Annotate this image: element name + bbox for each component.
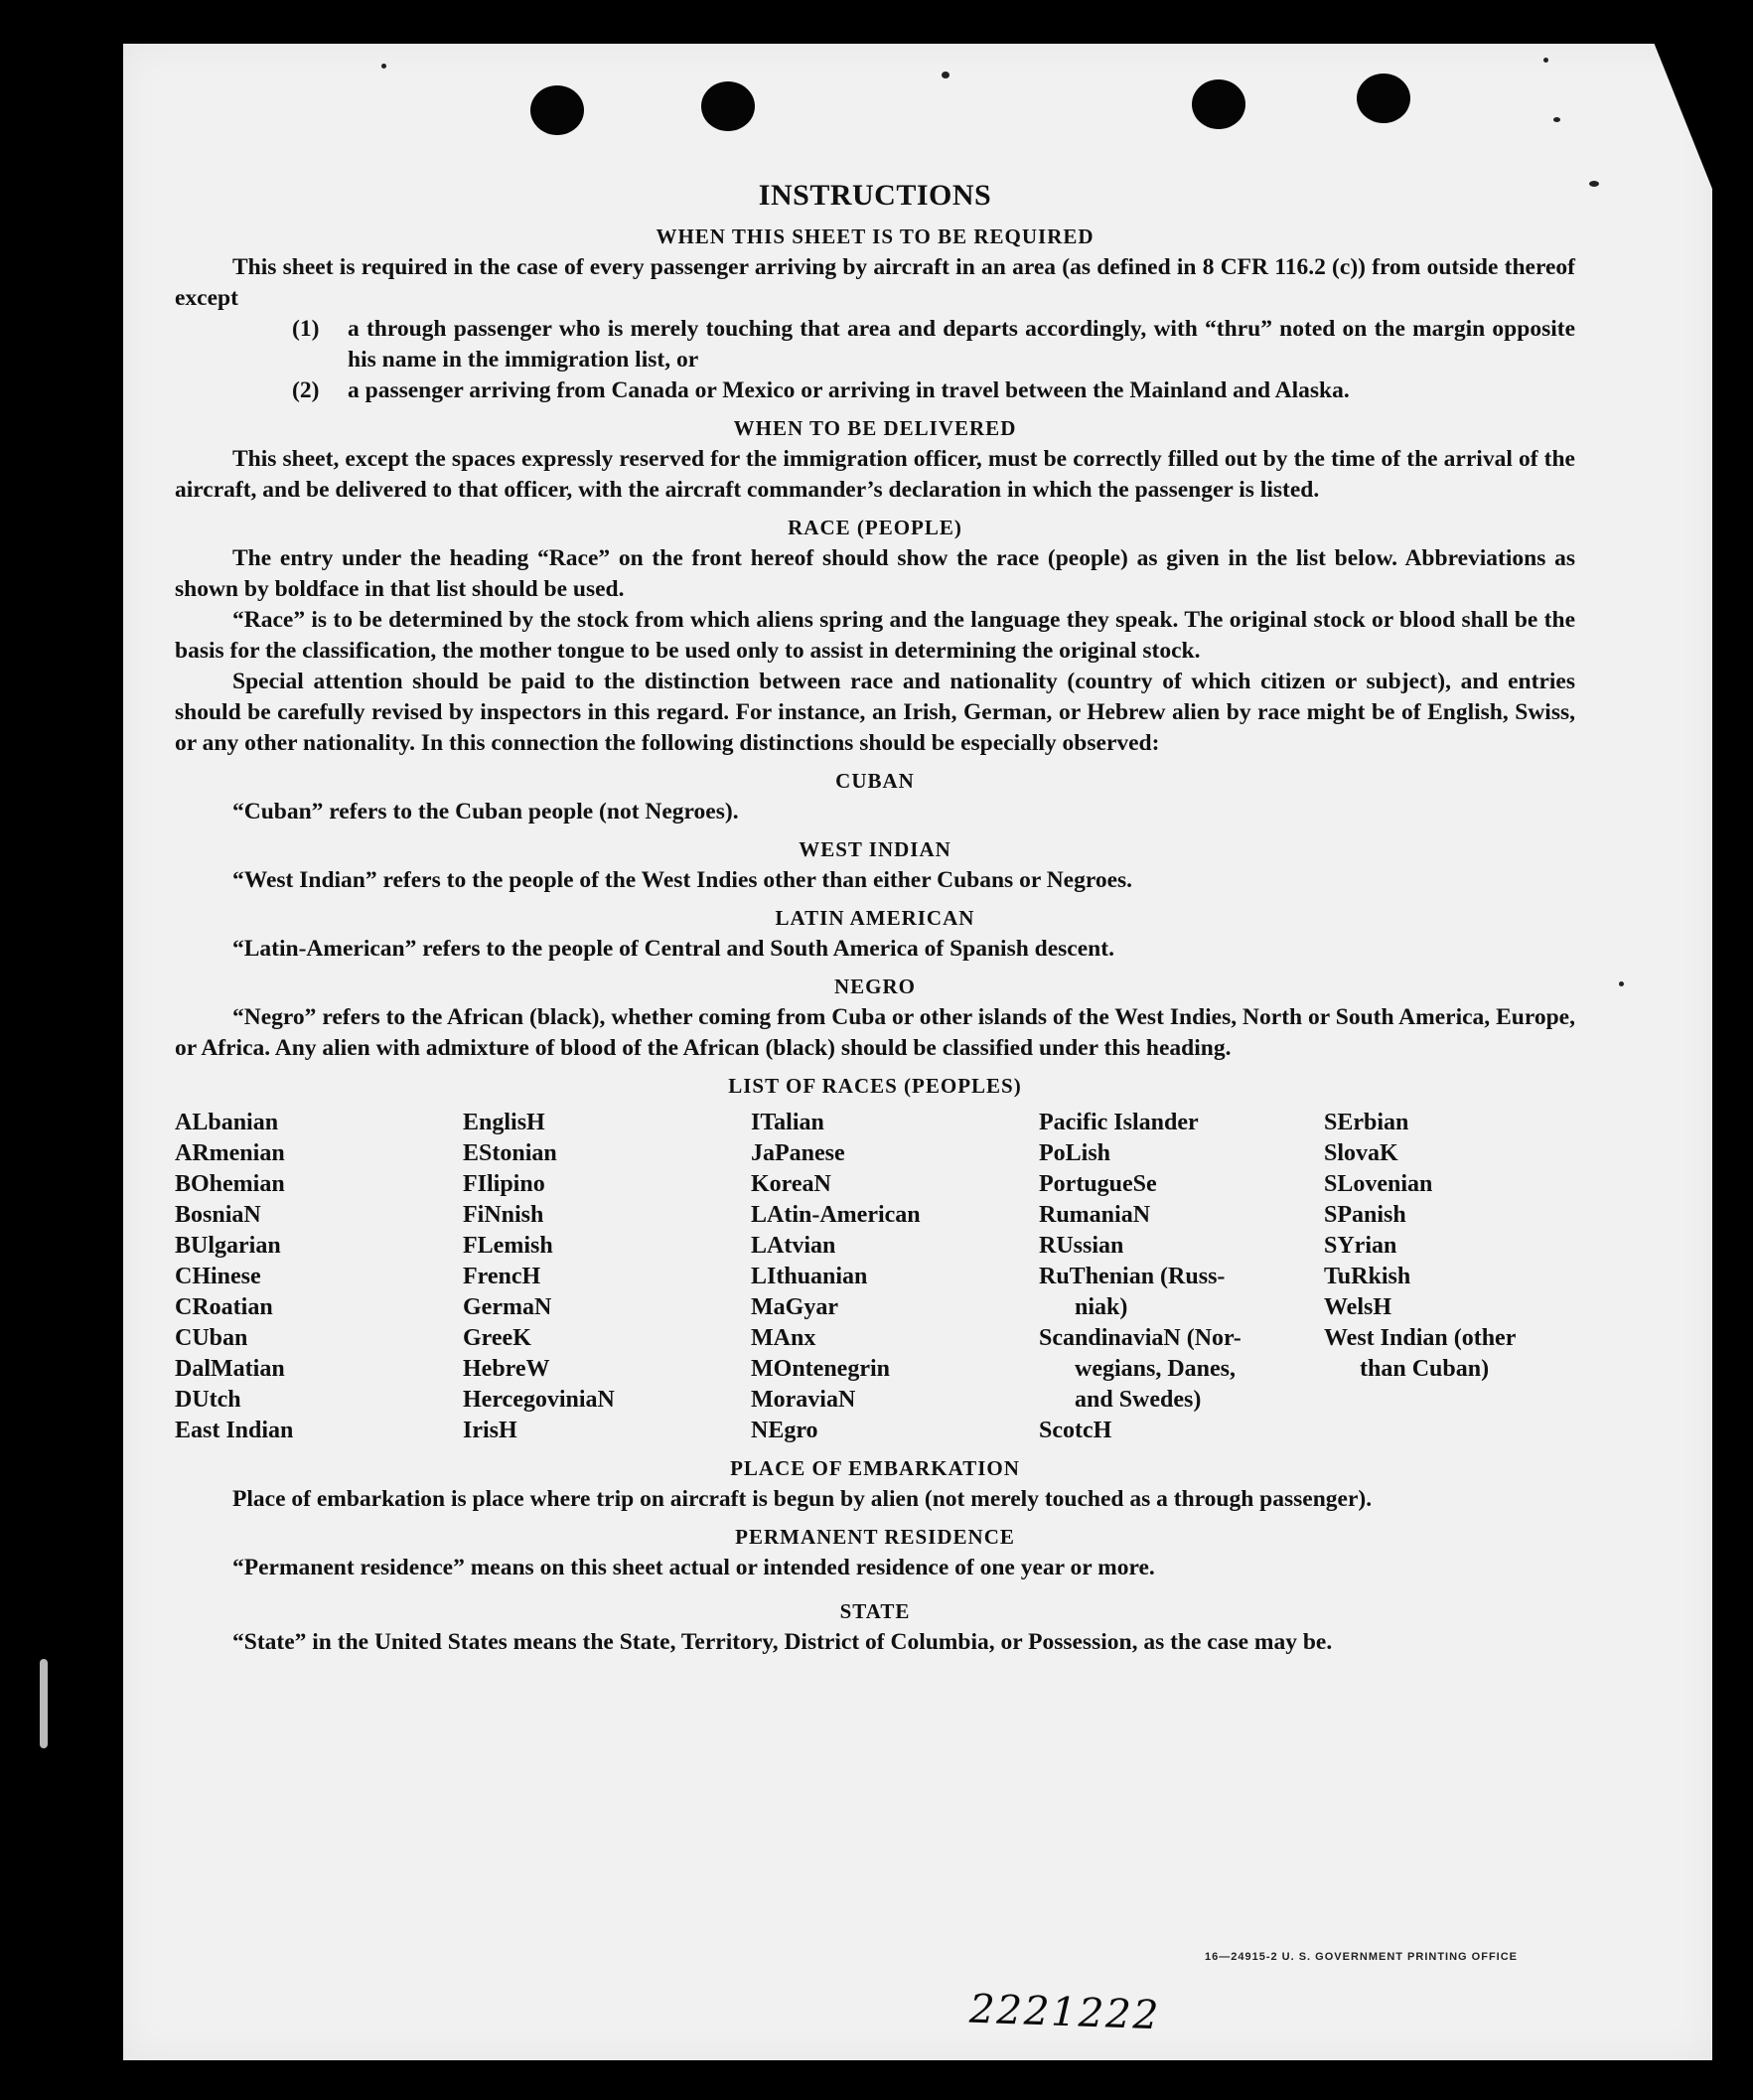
section-heading: PERMANENT RESIDENCE: [735, 1525, 1015, 1549]
edge-mark: [40, 1659, 48, 1748]
section-heading: WEST INDIAN: [799, 837, 951, 861]
item-text: a through passenger who is merely touching that area and departs accordingly, with “thru” noted on the margin opposite his name in the immigration list, or: [348, 316, 1575, 373]
paragraph: “Permanent residence” means on this sheet actual or intended residence of one year or more.: [232, 1555, 1155, 1580]
paragraph: Special attention should be paid to the distinction between race and nationality (country of which citizen or subject), and entries should be carefully revised by inspectors in this regard. For instance, an Irish, German, or Hebrew alien by race might be of English, Swiss, or any other nationality. In this connection the following distinctions should be especially observed:: [175, 669, 1575, 756]
race-entry: HebreW: [463, 1356, 550, 1382]
races-column-2: [463, 1108, 751, 1446]
race-entry: GreeK: [463, 1325, 531, 1351]
race-entry: LAtin-American: [751, 1202, 921, 1228]
paragraph: “Latin-American” refers to the people of Central and South America of Spanish descent.: [232, 936, 1114, 962]
race-entry: and Swedes): [1075, 1387, 1202, 1413]
races-column-3: [751, 1108, 1039, 1446]
races-column-4: [1039, 1108, 1324, 1446]
race-entry: FIlipino: [463, 1171, 545, 1197]
speck: [1619, 981, 1624, 986]
race-entry: FiNnish: [463, 1202, 544, 1228]
race-entry: wegians, Danes,: [1075, 1356, 1237, 1382]
race-entry: niak): [1075, 1294, 1128, 1320]
list-item: [175, 314, 1575, 375]
handwritten-number: 2221222: [968, 1986, 1161, 2039]
race-entry: NEgro: [751, 1418, 818, 1443]
race-entry: ScandinaviaN (Nor-: [1039, 1325, 1242, 1351]
race-entry: WelsH: [1324, 1294, 1392, 1320]
paragraph: Place of embarkation is place where trip on aircraft is begun by alien (not merely touched as a through passenger).: [232, 1486, 1373, 1512]
punch-hole: [530, 85, 584, 135]
race-entry: RumaniaN: [1039, 1202, 1151, 1228]
race-entry: DalMatian: [175, 1356, 285, 1382]
page-title: INSTRUCTIONS: [758, 179, 992, 212]
race-entry: SErbian: [1324, 1110, 1409, 1135]
paragraph: The entry under the heading “Race” on the front hereof should show the race (people) as given in the list below. Abbreviations as shown by boldface in that list should be used.: [175, 545, 1575, 602]
section-heading: WHEN THIS SHEET IS TO BE REQUIRED: [656, 225, 1095, 248]
race-entry: Pacific Islander: [1039, 1110, 1199, 1135]
race-entry: CHinese: [175, 1264, 261, 1289]
race-entry: BosniaN: [175, 1202, 261, 1228]
race-entry: MoraviaN: [751, 1387, 856, 1413]
race-entry: DUtch: [175, 1387, 241, 1413]
instructions-body: [175, 177, 1575, 1658]
race-entry: ITalian: [751, 1110, 824, 1135]
section-heading: LIST OF RACES (PEOPLES): [728, 1074, 1022, 1098]
section-heading: WHEN TO BE DELIVERED: [733, 416, 1017, 440]
race-entry: SPanish: [1324, 1202, 1406, 1228]
races-column-5: [1324, 1108, 1572, 1446]
punch-hole: [1357, 74, 1410, 123]
item-text: a passenger arriving from Canada or Mexico or arriving in travel between the Mainland and Alaska.: [348, 377, 1350, 403]
race-entry: TuRkish: [1324, 1264, 1411, 1289]
paragraph: “West Indian” refers to the people of the West Indies other than either Cubans or Negroes.: [232, 867, 1133, 893]
race-entry: KoreaN: [751, 1171, 831, 1197]
race-entry: SlovaK: [1324, 1140, 1398, 1166]
race-entry: HercegoviniaN: [463, 1387, 615, 1413]
race-entry: FrencH: [463, 1264, 541, 1289]
speck: [1589, 181, 1599, 187]
race-entry: CUban: [175, 1325, 248, 1351]
race-entry: EStonian: [463, 1140, 557, 1166]
section-heading: RACE (PEOPLE): [788, 516, 962, 539]
race-entry: BUlgarian: [175, 1233, 281, 1259]
torn-corner: [1653, 40, 1712, 189]
race-entry: CRoatian: [175, 1294, 273, 1320]
paragraph: “Cuban” refers to the Cuban people (not Negroes).: [232, 799, 739, 825]
race-entry: MOntenegrin: [751, 1356, 890, 1382]
speck: [1553, 117, 1560, 122]
race-entry: LAtvian: [751, 1233, 836, 1259]
race-entry: GermaN: [463, 1294, 552, 1320]
race-entry: ARmenian: [175, 1140, 285, 1166]
section-heading: NEGRO: [833, 975, 916, 998]
race-entry: PoLish: [1039, 1140, 1111, 1166]
race-entry: SYrian: [1324, 1233, 1397, 1259]
race-entry: West Indian (other: [1324, 1325, 1517, 1351]
race-entry: BOhemian: [175, 1171, 285, 1197]
paragraph: This sheet, except the spaces expressly reserved for the immigration officer, must be correctly filled out by the time of the arrival of the aircraft, and be delivered to that officer, with the aircraft commander’s declaration in which the passenger is listed.: [175, 446, 1575, 503]
section-heading: STATE: [839, 1599, 911, 1623]
punch-hole: [1192, 79, 1245, 129]
race-entry: EnglisH: [463, 1110, 545, 1135]
speck: [942, 72, 950, 78]
section-heading: PLACE OF EMBARKATION: [730, 1456, 1020, 1480]
section-heading: LATIN AMERICAN: [775, 906, 975, 930]
race-entry: RUssian: [1039, 1233, 1124, 1259]
race-entry: LIthuanian: [751, 1264, 868, 1289]
paragraph: “Race” is to be determined by the stock from which aliens spring and the language they speak. The original stock or blood shall be the basis for the classification, the mother tongue to be used only to assist in determining the original stock.: [175, 607, 1575, 664]
list-item: [175, 375, 1575, 406]
section-heading: CUBAN: [835, 769, 915, 793]
race-entry: than Cuban): [1360, 1356, 1490, 1382]
paragraph: “Negro” refers to the African (black), whether coming from Cuba or other islands of the West Indies, North or South America, Europe, or Africa. Any alien with admixture of blood of the African (black) should be classified under this heading.: [175, 1004, 1575, 1061]
races-column-1: [175, 1108, 463, 1446]
race-entry: SLovenian: [1324, 1171, 1433, 1197]
race-entry: ScotcH: [1039, 1418, 1112, 1443]
speck: [381, 64, 386, 69]
item-number: (2): [292, 377, 320, 403]
punch-hole: [701, 81, 755, 131]
paragraph: This sheet is required in the case of every passenger arriving by aircraft in an area (as defined in 8 CFR 116.2 (c)) from outside thereof except: [175, 254, 1575, 311]
printing-office-code: 16—24915-2 U. S. GOVERNMENT PRINTING OFFICE: [1205, 1951, 1519, 1963]
item-number: (1): [292, 316, 320, 342]
race-entry: RuThenian (Russ-: [1039, 1264, 1226, 1289]
race-entry: PortugueSe: [1039, 1171, 1157, 1197]
race-entry: IrisH: [463, 1418, 517, 1443]
race-entry: East Indian: [175, 1418, 294, 1443]
race-entry: ALbanian: [175, 1110, 279, 1135]
race-entry: FLemish: [463, 1233, 553, 1259]
paragraph: “State” in the United States means the State, Territory, District of Columbia, or Possession, as the case may be.: [232, 1629, 1333, 1655]
race-entry: JaPanese: [751, 1140, 845, 1166]
speck: [1543, 58, 1548, 63]
races-list: [175, 1108, 1575, 1446]
race-entry: MaGyar: [751, 1294, 838, 1320]
race-entry: MAnx: [751, 1325, 816, 1351]
